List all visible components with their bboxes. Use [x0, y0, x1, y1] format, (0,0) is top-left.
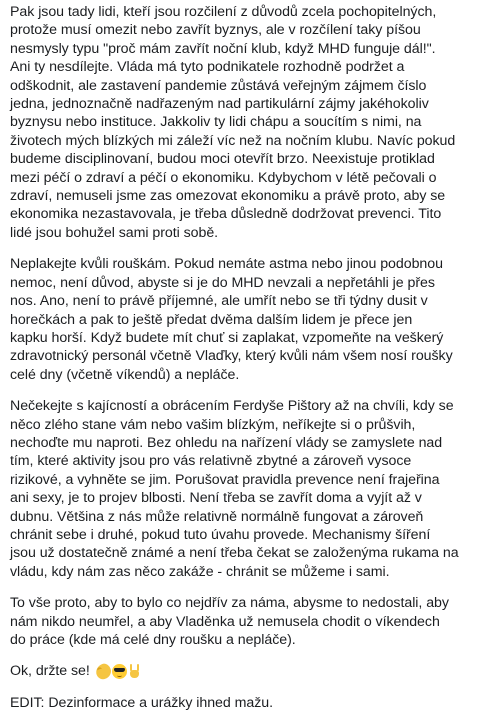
text-line: tím, které aktivity jsou pro vás relativně zbytné a zároveň vysoce — [10, 453, 412, 470]
text-line: něco zlého stane vám nebo vašim blízkým, neříkejte si o průšvih, — [10, 416, 416, 433]
horns-sign-icon — [128, 664, 141, 679]
text-line: Pak jsou tady lidi, kteří jsou rozčilení z důvodů zcela pochopitelných, — [10, 4, 437, 20]
text-line: Neplakejte kvůli rouškám. Pokud nemáte astma nebo jinou podobnou — [10, 256, 443, 273]
text-line: kapku horší. Když budete mít chuť si zaplakat, vzpomeňte na veškerý — [10, 329, 444, 346]
text-line: do práce (kde má celé dny roušku a nepláče). — [10, 632, 296, 648]
text-line: dubnu. Většina z nás může relativně normálně fungovat a zároveň — [10, 508, 424, 525]
text-line: zdraví, nemuseli jsme zas omezovat ekonomiku a právě proto, aby se — [10, 188, 446, 205]
post-paragraph-2 — [10, 255, 487, 384]
post-paragraph-4 — [10, 594, 487, 649]
text-line: Nečekejte s kajícností a obrácením Ferdyše Pištory až na chvíli, kdy se — [10, 398, 454, 415]
sunglasses-face-icon — [112, 664, 127, 679]
text-line: vládu, kdy nám zas něco zakáže - chránit se můžeme i sami. — [10, 563, 390, 580]
text-line: nesmysly typu "proč mám zavřít noční klub, když MHD funguje dál!". — [10, 40, 436, 57]
text-line: nos. Ano, není to právě příjemné, ale umřít nebo se tři týdny dusit v — [10, 293, 428, 310]
emoji-group — [96, 664, 141, 679]
text-line: nechoďte mu naproti. Bez ohledu na nařízení vlády se zamyslete nad — [10, 434, 443, 451]
closing-text: Ok, držte se! — [10, 663, 90, 680]
text-line: lidé jsou bohužel sami proti sobě. — [10, 224, 219, 241]
text-line: budeme disciplinovaní, budou moci otevřít brzo. Neexistuje protiklad — [10, 151, 435, 168]
text-line: životech mých blízkých mi záleží víc než na nočním klubu. Navíc pokud — [10, 132, 456, 149]
text-line: jsou už dostatečně známé a není třeba čekat se založenýma rukama na — [10, 545, 459, 562]
edit-note — [10, 694, 487, 712]
text-line: Ani ty nesdílejte. Vláda má tyto podnikatele rozhodně podržet a — [10, 59, 405, 76]
flexed-biceps-icon — [94, 662, 113, 681]
text-line: jedna, jednoznačně nadřazeným nad partikulární zájmy jakéhokoliv — [10, 96, 429, 113]
text-line: ani sexy, je to projev blbosti. Není třeba se zavřít doma a vyjít až v — [10, 490, 422, 507]
text-line: To vše proto, aby to bylo co nejdřív za náma, abysme to nedostali, aby — [10, 595, 449, 612]
text-line: nemoc, není důvod, abyste si je do MHD nevzali a nepřetáhli je přes — [10, 274, 435, 291]
post-paragraph-3 — [10, 397, 487, 581]
closing-line — [10, 662, 487, 680]
edit-note-text: EDIT: Dezinformace a urážky ihned mažu. — [10, 694, 273, 711]
text-line: zdravotnický personál včetně Vlaďky, který kvůli nám všem nosí roušky — [10, 348, 453, 365]
text-line: byznysu nebo instituce. Jakkoliv ty lidi chápu a soucítím s nimi, na — [10, 114, 422, 131]
text-line: mezi péčí o zdraví a péčí o ekonomiku. Kdybychom v létě pečovali o — [10, 169, 437, 186]
text-line: chránit sebe i druhé, pokud tuto úvahu provede. Mechanismy šíření — [10, 526, 431, 543]
text-line: rizikové, a vyhněte se jim. Porušovat pravidla prevence není frajeřina — [10, 471, 440, 488]
post-paragraph-1 — [10, 3, 487, 242]
text-line: protože musí omezit nebo zavřít byznys, ale v rozčílení taky píšou — [10, 22, 421, 39]
text-line: ekonomika nezastavovala, je třeba důsledně dodržovat prevenci. Tito — [10, 206, 442, 223]
text-line: celé dny (včetně víkendů) a nepláče. — [10, 366, 240, 383]
text-line: odškodnit, ale zastavení pandemie zůstává veřejným zájmem číslo — [10, 77, 427, 94]
text-line: horečkách a pak to ještě předat dvěma dalším lidem je přece jen — [10, 311, 413, 328]
text-line: nám nikdo neumřel, a aby Vladěnka už nemusela chodit o víkendech — [10, 613, 440, 630]
